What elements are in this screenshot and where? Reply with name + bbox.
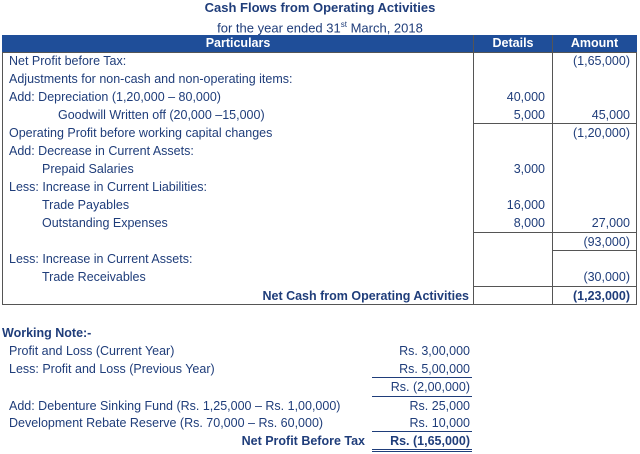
row-amount: 45,000 [591, 108, 630, 122]
working-note-label: Development Rebate Reserve (Rs. 70,000 – Rs. 60,000) [9, 416, 324, 430]
column-header-details: Details [474, 35, 552, 52]
page-title: Cash Flows from Operating Activities [204, 0, 436, 15]
working-note-value: Rs. 25,000 [409, 399, 470, 413]
row-details: 8,000 [513, 216, 545, 230]
row-details: 16,000 [506, 198, 545, 212]
row-amount: (93,000) [583, 235, 630, 249]
row-label: Operating Profit before working capital changes [9, 126, 273, 140]
working-note-line [372, 396, 472, 397]
row-amount: (1,20,000) [573, 126, 630, 140]
column-header-particulars: Particulars [2, 35, 474, 52]
working-note-value: Rs. 3,00,000 [399, 344, 470, 358]
working-note-line [372, 449, 472, 450]
row-label: Less: Increase in Current Assets: [9, 252, 193, 266]
column-divider [552, 35, 553, 305]
row-amount: (30,000) [583, 270, 630, 284]
working-note-total-label: Net Profit Before Tax [241, 434, 365, 448]
row-label: Add: Depreciation (1,20,000 – 80,000) [9, 90, 221, 104]
row-label: Add: Decrease in Current Assets: [9, 144, 194, 158]
row-label: Trade Payables [42, 198, 130, 212]
working-note-line [372, 431, 472, 432]
row-label: Goodwill Written off (20,000 –15,000) [58, 108, 265, 122]
working-note-heading: Working Note:- [2, 326, 92, 340]
working-note-label: Less: Profit and Loss (Previous Year) [9, 362, 215, 376]
amount-subtotal-line [552, 232, 637, 233]
working-note-value: Rs. 5,00,000 [399, 362, 470, 376]
total-label: Net Cash from Operating Activities [262, 289, 469, 303]
column-divider [473, 35, 474, 305]
details-subtotal-line [474, 232, 552, 233]
row-label: Trade Receivables [42, 270, 146, 284]
working-note-line [372, 451, 472, 452]
row-label: Net Profit before Tax: [9, 54, 127, 68]
page-subtitle: for the year ended 31st March, 2018 [217, 20, 423, 36]
row-details: 40,000 [506, 90, 545, 104]
amount-subtotal-line [552, 250, 637, 251]
working-note-value: Rs. (2,00,000) [390, 380, 470, 394]
column-header-amount: Amount [552, 35, 637, 52]
working-note-total-value: Rs. (1,65,000) [390, 434, 470, 448]
working-note-line [372, 377, 472, 378]
row-label: Less: Increase in Current Liabilities: [9, 180, 208, 194]
total-line [474, 286, 637, 287]
row-label: Prepaid Salaries [42, 162, 134, 176]
row-label: Outstanding Expenses [42, 216, 168, 230]
working-note-value: Rs. 10,000 [409, 416, 470, 430]
working-note-label: Profit and Loss (Current Year) [9, 344, 175, 358]
working-note-label: Add: Debenture Sinking Fund (Rs. 1,25,000 – Rs. 1,00,000) [9, 399, 341, 413]
total-amount: (1,23,000) [573, 289, 630, 303]
amount-subtotal-line [552, 123, 637, 124]
row-details: 5,000 [513, 108, 545, 122]
row-amount: 27,000 [591, 216, 630, 230]
row-details: 3,000 [513, 162, 545, 176]
row-label: Adjustments for non-cash and non-operating items: [9, 72, 293, 86]
row-amount: (1,65,000) [573, 54, 630, 68]
details-subtotal-line [474, 123, 552, 124]
